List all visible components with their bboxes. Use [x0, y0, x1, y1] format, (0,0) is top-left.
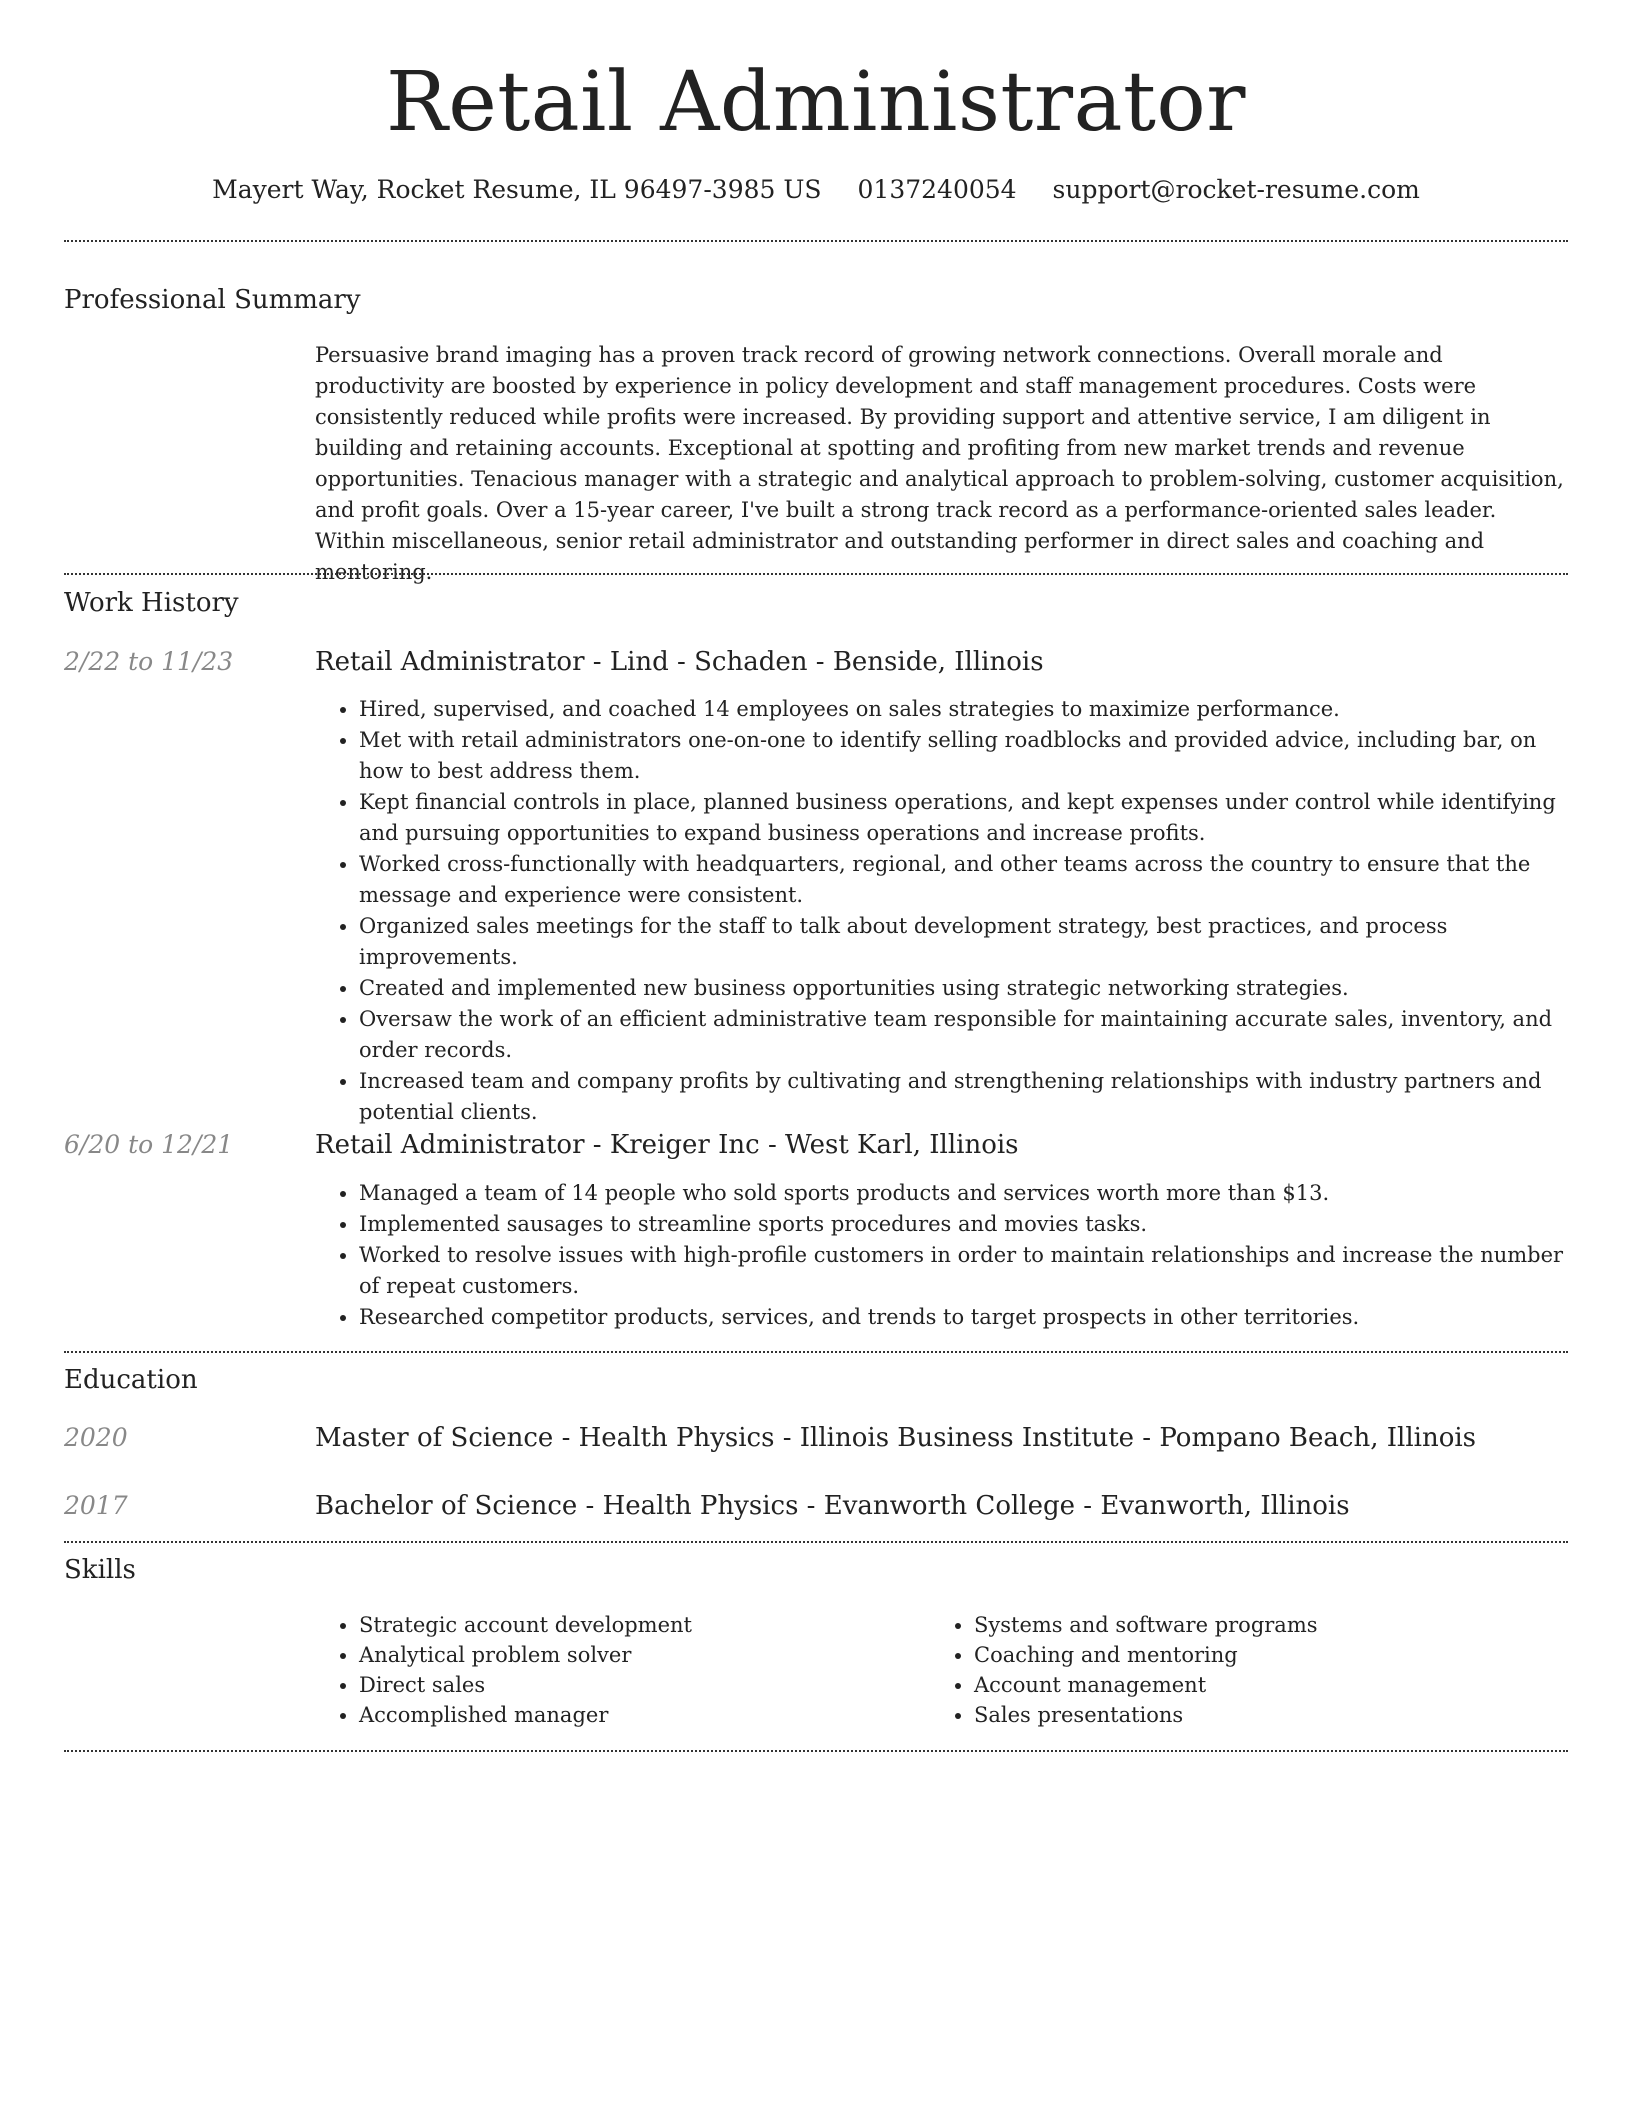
list-item: • Systems and software programs	[974, 1610, 1530, 1640]
list-item: • Strategic account development	[359, 1610, 915, 1640]
list-item: • Organized sales meetings for the staff to talk about development strategy, best practices, and process improvements.	[359, 911, 1570, 973]
section-title-work: Work History	[64, 588, 239, 618]
list-item: • Increased team and company profits by cultivating and strengthening relationships with industry partners and potential clients.	[359, 1066, 1570, 1128]
list-item: • Analytical problem solver	[359, 1640, 915, 1670]
contact-phone: 0137240054	[857, 175, 1017, 204]
job-title: Retail Administrator - Kreiger Inc - West Karl, Illinois	[315, 1130, 1019, 1160]
list-item: • Sales presentations	[974, 1700, 1530, 1730]
list-item: • Managed a team of 14 people who sold sports products and services worth more than $13.	[359, 1178, 1570, 1209]
list-item: • Account management	[974, 1670, 1530, 1700]
contact-address: Mayert Way, Rocket Resume, IL 96497-3985 US	[212, 175, 822, 204]
skills-list-right	[930, 1610, 1530, 1730]
education-year: 2017	[64, 1491, 128, 1520]
divider	[64, 240, 1568, 242]
job-bullets	[315, 1178, 1570, 1333]
list-item: • Accomplished manager	[359, 1700, 915, 1730]
skills-list-left	[315, 1610, 915, 1730]
divider	[64, 573, 1568, 575]
job-bullets	[315, 694, 1570, 1128]
list-item: • Researched competitor products, services, and trends to target prospects in other territories.	[359, 1302, 1570, 1333]
list-item: • Created and implemented new business opportunities using strategic networking strategies.	[359, 973, 1570, 1004]
resume-name: Retail Administrator	[386, 55, 1246, 150]
list-item: • Worked cross-functionally with headquarters, regional, and other teams across the country to ensure that the message and experience were consistent.	[359, 849, 1570, 911]
contact-email: support@rocket-resume.com	[1052, 175, 1420, 204]
list-item: • Coaching and mentoring	[974, 1640, 1530, 1670]
job-dates: 6/20 to 12/21	[64, 1130, 234, 1159]
job-title: Retail Administrator - Lind - Schaden - Benside, Illinois	[315, 647, 1044, 677]
list-item: • Worked to resolve issues with high-profile customers in order to maintain relationships and increase the number of repeat customers.	[359, 1240, 1570, 1302]
job-dates: 2/22 to 11/23	[64, 647, 234, 676]
section-title-education: Education	[64, 1365, 198, 1395]
education-degree: Master of Science - Health Physics - Illinois Business Institute - Pompano Beach, Illinois	[315, 1423, 1477, 1453]
divider	[64, 1750, 1568, 1752]
contact-line	[0, 170, 1632, 210]
divider	[64, 1541, 1568, 1543]
divider	[64, 1351, 1568, 1353]
list-item: • Hired, supervised, and coached 14 employees on sales strategies to maximize performance.	[359, 694, 1570, 725]
education-degree: Bachelor of Science - Health Physics - Evanworth College - Evanworth, Illinois	[315, 1491, 1350, 1521]
summary-text: Persuasive brand imaging has a proven track record of growing network connections. Overall morale and productivity are boosted by experience in policy development and staff management procedures. Costs were consistently reduced while profits were increased. By providing support and attentive service, I am diligent in building and retaining accounts. Exceptional at spotting and profiting from new market trends and revenue opportunities. Tenacious manager with a strategic and analytical approach to problem-solving, customer acquisition, and profit goals. Over a 15-year career, I've built a strong track record as a performance-oriented sales leader. Within miscellaneous, senior retail administrator and outstanding performer in direct sales and coaching and mentoring.	[315, 343, 1564, 584]
list-item: • Met with retail administrators one-on-one to identify selling roadblocks and provided advice, including bar, on how to best address them.	[359, 725, 1570, 787]
education-year: 2020	[64, 1423, 128, 1452]
list-item: • Kept financial controls in place, planned business operations, and kept expenses under control while identifying and pursuing opportunities to expand business operations and increase profits.	[359, 787, 1570, 849]
list-item: • Direct sales	[359, 1670, 915, 1700]
section-title-summary: Professional Summary	[64, 285, 361, 315]
list-item: • Implemented sausages to streamline sports procedures and movies tasks.	[359, 1209, 1570, 1240]
section-title-skills: Skills	[64, 1555, 136, 1585]
list-item: • Oversaw the work of an efficient administrative team responsible for maintaining accurate sales, inventory, and order records.	[359, 1004, 1570, 1066]
